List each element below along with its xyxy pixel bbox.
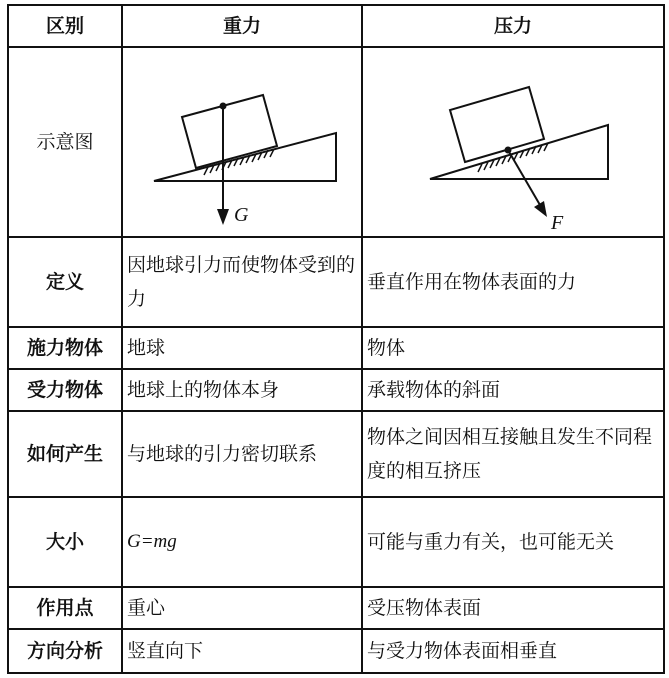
pressure-symbol: F [551,212,564,234]
row-label-receiving-object: 受力物体 [8,369,122,411]
gravity-point-of-action: 重心 [122,587,362,629]
row-label-diagram: 示意图 [8,47,122,237]
block [450,87,544,162]
pressure-direction: 与受力物体表面相垂直 [362,629,664,673]
row-label-point-of-action: 作用点 [8,587,122,629]
header-gravity: 重力 [122,5,362,47]
header-pressure: 压力 [362,5,664,47]
gravity-direction: 竖直向下 [122,629,362,673]
gravity-arrow-head [217,209,229,225]
table-row [8,327,664,369]
table-row [8,237,664,327]
diagram-row [8,47,664,237]
row-label-exerting-object: 施力物体 [8,327,122,369]
gravity-diagram [124,49,360,235]
pressure-arrow-head [534,201,547,217]
pressure-point-of-action: 受压物体表面 [362,587,664,629]
header-category: 区别 [8,5,122,47]
gravity-definition: 因地球引力而使物体受到的力 [122,237,362,327]
row-label-definition: 定义 [8,237,122,327]
table-row [8,369,664,411]
gravity-exerting-object: 地球 [122,327,362,369]
comparison-table [7,4,665,674]
pressure-definition: 垂直作用在物体表面的力 [362,237,664,327]
pressure-arrow-shaft [508,150,540,205]
table-row [8,497,664,587]
row-label-magnitude: 大小 [8,497,122,587]
table-row [8,629,664,673]
row-label-origin: 如何产生 [8,411,122,497]
pressure-origin: 物体之间因相互接触且发生不同程度的相互挤压 [362,411,664,497]
row-label-direction: 方向分析 [8,629,122,673]
table-row [8,411,664,497]
pressure-diagram [364,49,662,235]
pressure-receiving-object: 承载物体的斜面 [362,369,664,411]
gravity-receiving-object: 地球上的物体本身 [122,369,362,411]
table-row [8,587,664,629]
gravity-symbol: G [234,204,249,226]
header-row [8,5,664,47]
block [182,95,277,168]
gravity-diagram-cell [122,47,362,237]
pressure-exerting-object: 物体 [362,327,664,369]
pressure-magnitude: 可能与重力有关，也可能无关 [362,497,664,587]
pressure-diagram-cell [362,47,664,237]
gravity-formula: G=mg [122,497,362,587]
gravity-origin: 与地球的引力密切联系 [122,411,362,497]
